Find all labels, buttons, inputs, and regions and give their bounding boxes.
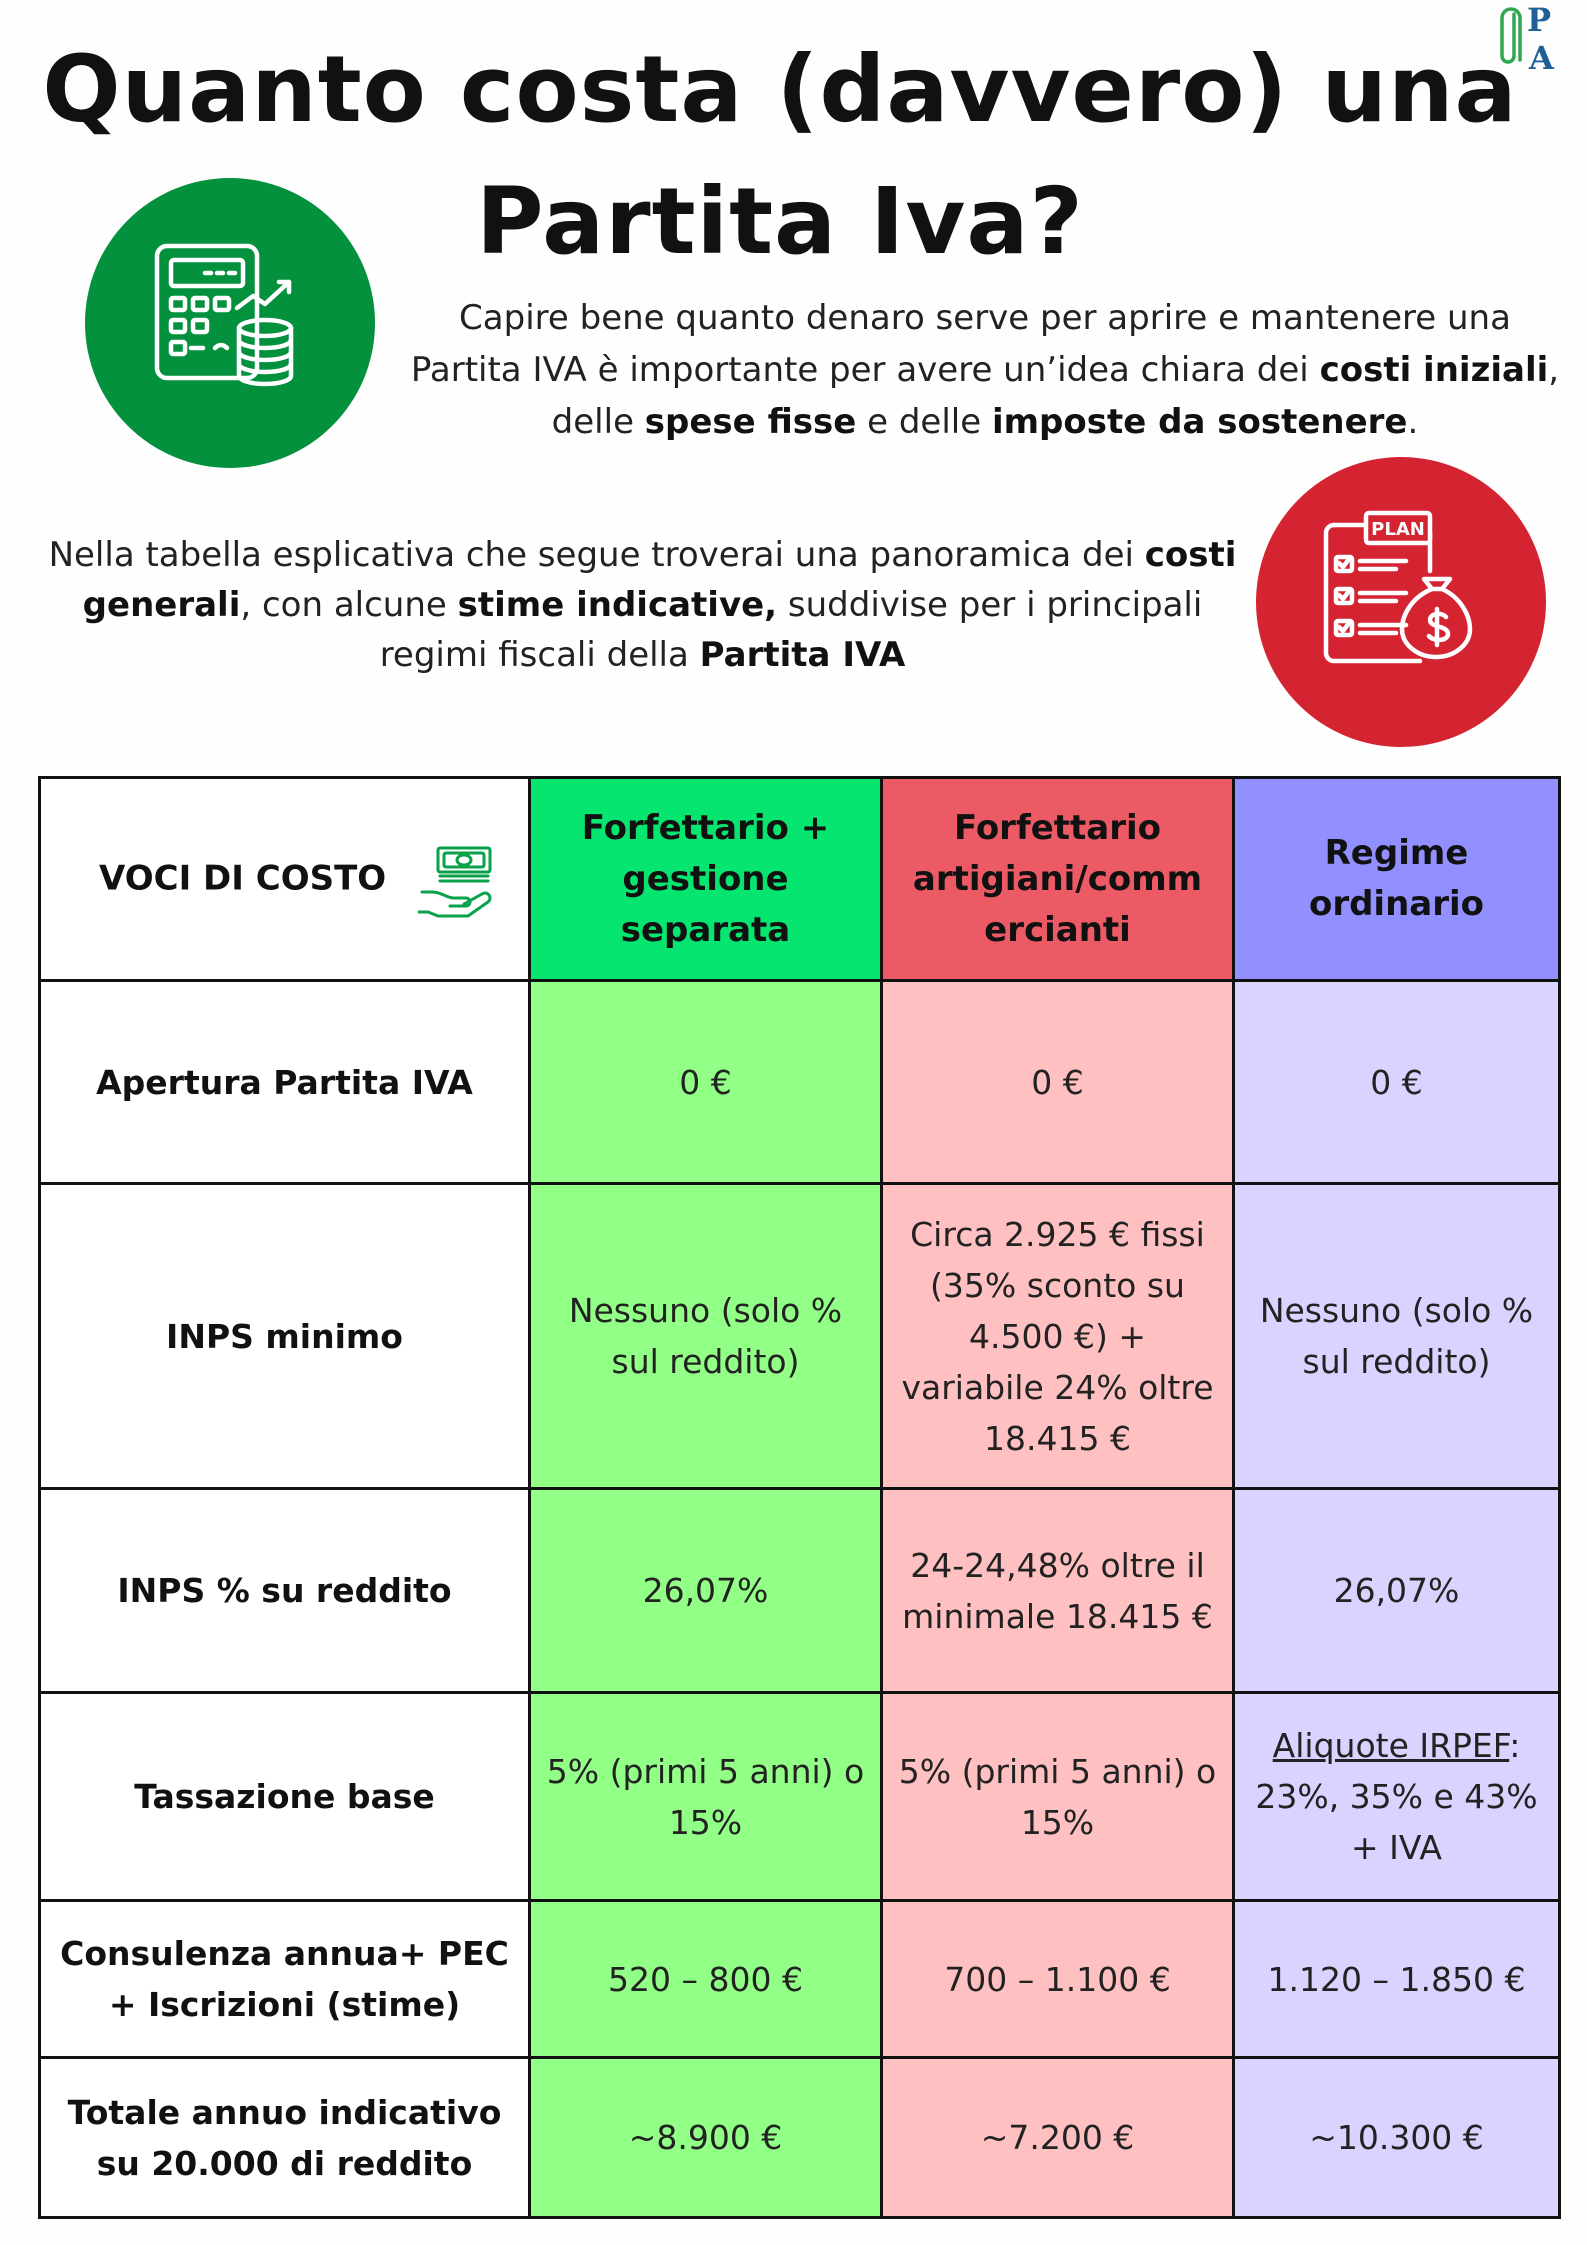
intro-paragraph-1 (405, 292, 1565, 448)
intro2-text-2: , con alcune (240, 585, 458, 625)
table-row (40, 1901, 1560, 2058)
total-col2: ~7.200 € (882, 2058, 1234, 2218)
plan-icon-label: PLAN (1371, 519, 1425, 540)
row-label: Totale annuo indicativo su 20.000 di reddito (40, 2058, 530, 2218)
table-row (40, 1693, 1560, 1901)
cell-col3: 1.120 – 1.850 € (1234, 1901, 1560, 2058)
header-forfettario-artigiani (882, 778, 1234, 981)
table-row-total (40, 2058, 1560, 2218)
intro1-bold-spese-fisse: spese fisse (644, 402, 857, 442)
cell-col3: 26,07% (1234, 1489, 1560, 1693)
cell-col1: 5% (primi 5 anni) o 15% (530, 1693, 882, 1901)
row-label: Apertura Partita IVA (40, 981, 530, 1184)
row-label: INPS minimo (40, 1184, 530, 1489)
cell-col1: Nessuno (solo % sul reddito) (530, 1184, 882, 1489)
header-forfettario-gestione-separata: Forfettario + gestione separata (530, 778, 882, 981)
title-line-2: Partita Iva? (476, 168, 1084, 275)
logo-letter-top: P (1527, 1, 1552, 39)
header-col2-line3: ercianti (984, 909, 1131, 950)
cell-col3 (1234, 1693, 1560, 1901)
intro-paragraph-2 (40, 530, 1245, 680)
cell-col2: Circa 2.925 € fissi (35% sconto su 4.500 €) + variabile 24% oltre 18.415 € (882, 1184, 1234, 1489)
money-hand-icon (418, 844, 498, 918)
intro1-bold-costi-iniziali: costi iniziali (1319, 350, 1549, 390)
logo-letter-bottom: A (1529, 39, 1554, 77)
intro1-text-2: , delle (551, 350, 1560, 442)
intro1-text-1: Capire bene quanto denaro serve per aprire e mantenere una Partita IVA è importante per avere un’idea chiara dei (410, 298, 1511, 390)
intro1-text-4: . (1407, 402, 1419, 442)
plan-circle (1256, 457, 1546, 747)
table-row (40, 981, 1560, 1184)
header-col2-line1: Forfettario (953, 807, 1162, 848)
intro2-bold-costi-generali: costi generali (82, 535, 1237, 625)
header-voci-di-costo (40, 778, 530, 981)
calculator-coins-icon (85, 178, 375, 468)
row-label: INPS % su reddito (40, 1489, 530, 1693)
plan-document-money-bag-icon (1256, 457, 1546, 747)
intro2-text-3: suddivise per i principali regimi fiscali della (379, 585, 1203, 675)
cell-col2: 5% (primi 5 anni) o 15% (882, 1693, 1234, 1901)
intro2-bold-partita-iva: Partita IVA (699, 635, 906, 675)
total-col1: ~8.900 € (530, 2058, 882, 2218)
table-header-row (40, 778, 1560, 981)
intro2-bold-stime: stime indicative, (457, 585, 778, 625)
aliquote-irpef-link[interactable]: Aliquote IRPEF (1272, 1726, 1510, 1765)
cell-col2: 24-24,48% oltre il minimale 18.415 € (882, 1489, 1234, 1693)
row-label: Consulenza annua+ PEC + Iscrizioni (stime) (40, 1901, 530, 2058)
cell-col1: 26,07% (530, 1489, 882, 1693)
table-row (40, 1489, 1560, 1693)
cell-col1: 0 € (530, 981, 882, 1184)
intro1-text-3: e delle (856, 402, 992, 442)
cell-col3: 0 € (1234, 981, 1560, 1184)
row-label: Tassazione base (40, 1693, 530, 1901)
header-regime-ordinario: Regime ordinario (1234, 778, 1560, 981)
cell-col2: 700 – 1.100 € (882, 1901, 1234, 2058)
total-col3: ~10.300 € (1234, 2058, 1560, 2218)
intro1-bold-imposte: imposte da sostenere (991, 402, 1408, 442)
cost-table (38, 776, 1561, 2219)
header-col2-line2: artigiani/comm (912, 858, 1203, 899)
title-line-1: Quanto costa (davvero) una (42, 36, 1518, 143)
cell-col1: 520 – 800 € (530, 1901, 882, 2058)
intro2-text-1: Nella tabella esplicativa che segue troverai una panoramica dei (48, 535, 1145, 575)
header-label-text: VOCI DI COSTO (99, 858, 387, 899)
calculator-circle (85, 178, 375, 468)
cell-col3: Nessuno (solo % sul reddito) (1234, 1184, 1560, 1489)
cell-col3-rest: : 23%, 35% e 43% + IVA (1255, 1726, 1538, 1867)
cell-col2: 0 € (882, 981, 1234, 1184)
table-row (40, 1184, 1560, 1489)
